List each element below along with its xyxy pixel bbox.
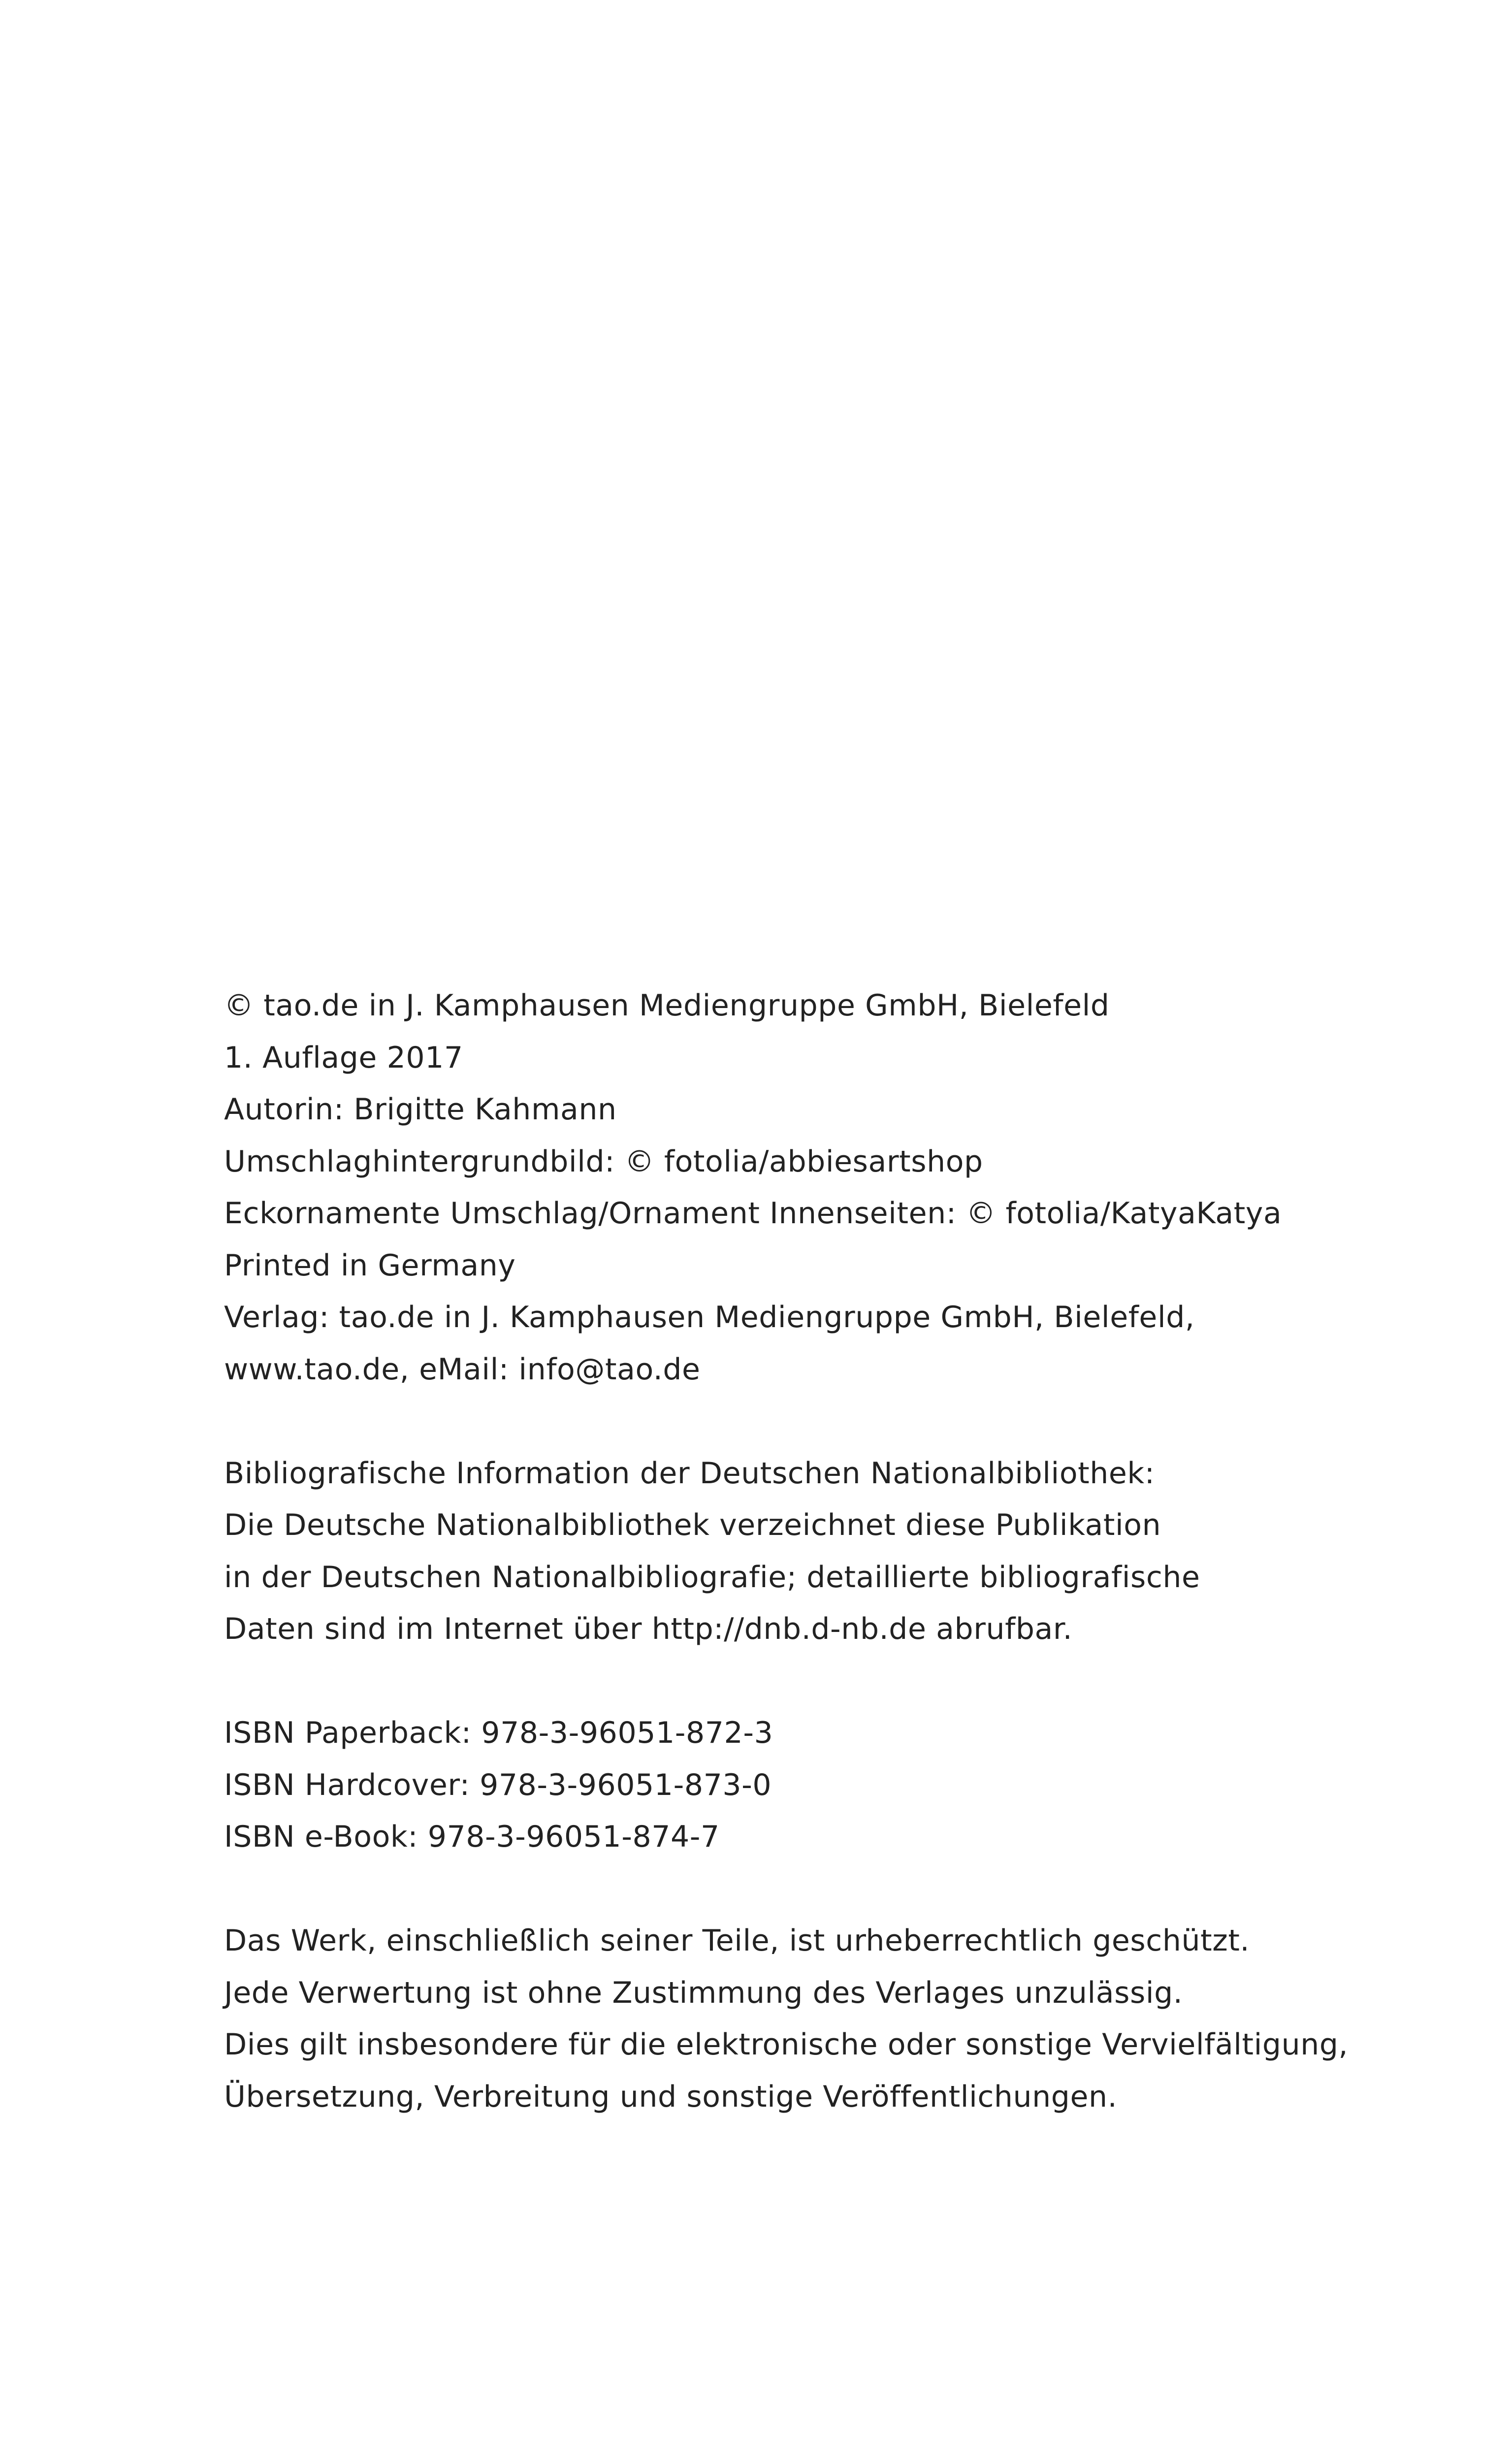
spacer [224, 1863, 1406, 1916]
bibliographic-line: Daten sind im Internet über http://dnb.d-nb.de abrufbar. [224, 1612, 1073, 1646]
edition-line: 1. Auflage 2017 [224, 1040, 463, 1075]
isbn-hardcover-line: ISBN Hardcover: 978-3-96051-873-0 [224, 1767, 772, 1802]
copyright-publisher-line: © tao.de in J. Kamphausen Mediengruppe GmbH, Bielefeld [224, 988, 1110, 1023]
copyright-notice-block [224, 1915, 1406, 2123]
cover-image-credit-line: Umschlaghintergrundbild: © fotolia/abbiesartshop [224, 1144, 983, 1179]
ornament-credit-line: Eckornamente Umschlag/Ornament Innenseiten: © fotolia/KatyaKatya [224, 1196, 1282, 1231]
copyright-notice-line: Dies gilt insbesondere für die elektronische oder sonstige Vervielfältigung, [224, 2027, 1349, 2062]
copyright-notice-line: Übersetzung, Verbreitung und sonstige Veröffentlichungen. [224, 2079, 1118, 2114]
publisher-line: Verlag: tao.de in J. Kamphausen Mediengruppe GmbH, Bielefeld, [224, 1300, 1195, 1335]
imprint-text [224, 980, 1406, 2123]
author-line: Autorin: Brigitte Kahmann [224, 1092, 617, 1127]
bibliographic-block [224, 1448, 1406, 1656]
contact-line: www.tao.de, eMail: info@tao.de [224, 1352, 701, 1387]
isbn-block [224, 1707, 1406, 1863]
printed-in-line: Printed in Germany [224, 1248, 516, 1283]
isbn-ebook-line: ISBN e-Book: 978-3-96051-874-7 [224, 1820, 720, 1854]
bibliographic-heading-line: Bibliografische Information der Deutschen Nationalbibliothek: [224, 1456, 1155, 1491]
bibliographic-line: Die Deutsche Nationalbibliothek verzeichnet diese Publikation [224, 1508, 1161, 1542]
bibliographic-line: in der Deutschen Nationalbibliografie; detaillierte bibliografische [224, 1560, 1200, 1595]
copyright-notice-line: Das Werk, einschließlich seiner Teile, ist urheberrechtlich geschützt. [224, 1923, 1250, 1958]
isbn-paperback-line: ISBN Paperback: 978-3-96051-872-3 [224, 1716, 773, 1750]
spacer [224, 1396, 1406, 1448]
publisher-block [224, 980, 1406, 1396]
copyright-notice-line: Jede Verwertung ist ohne Zustimmung des Verlages unzulässig. [224, 1975, 1183, 2010]
spacer [224, 1656, 1406, 1708]
